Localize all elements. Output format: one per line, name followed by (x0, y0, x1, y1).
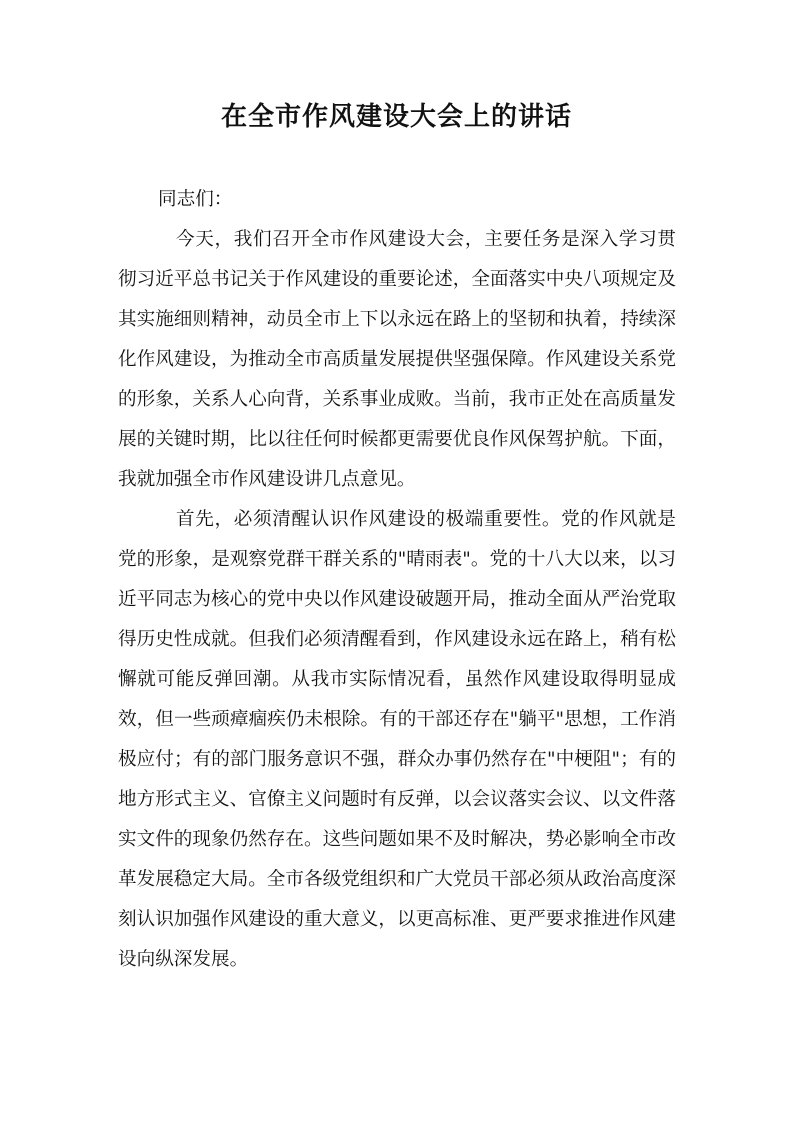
document-body (118, 180, 676, 980)
paragraph-first-point: 首先，必须清醒认识作风建设的极端重要性。党的作风就是党的形象，是观察党群干群关系的"晴雨表"。党的十八大以来，以习近平同志为核心的党中央以作风建设破题开局，推动全面从严治党取得历史性成就。但我们必须清醒看到，作风建设永远在路上，稍有松懈就可能反弹回潮。从我市实际情况看，虽然作风建设取得明显成效，但一些顽瘴痼疾仍未根除。有的干部还存在"躺平"思想，工作消极应付；有的部门服务意识不强，群众办事仍然存在"中梗阻"；有的地方形式主义、官僚主义问题时有反弹，以会议落实会议、以文件落实文件的现象仍然存在。这些问题如果不及时解决，势必影响全市改革发展稳定大局。全市各级党组织和广大党员干部必须从政治高度深刻认识加强作风建设的重大意义，以更高标准、更严要求推进作风建设向纵深发展。 (118, 509, 676, 970)
document-title: 在全市作风建设大会上的讲话 (220, 102, 572, 132)
salutation: 同志们： (158, 189, 233, 210)
paragraph-opening: 今天，我们召开全市作风建设大会，主要任务是深入学习贯彻习近平总书记关于作风建设的重要论述，全面落实中央八项规定及其实施细则精神，动员全市上下以永远在路上的坚韧和执着，持续深化作风建设，为推动全市高质量发展提供坚强保障。作风建设关系党的形象，关系人心向背，关系事业成败。当前，我市正处在高质量发展的关键时期，比以往任何时候都更需要优良作风保驾护航。下面，我就加强全市作风建设讲几点意见。 (118, 229, 676, 490)
